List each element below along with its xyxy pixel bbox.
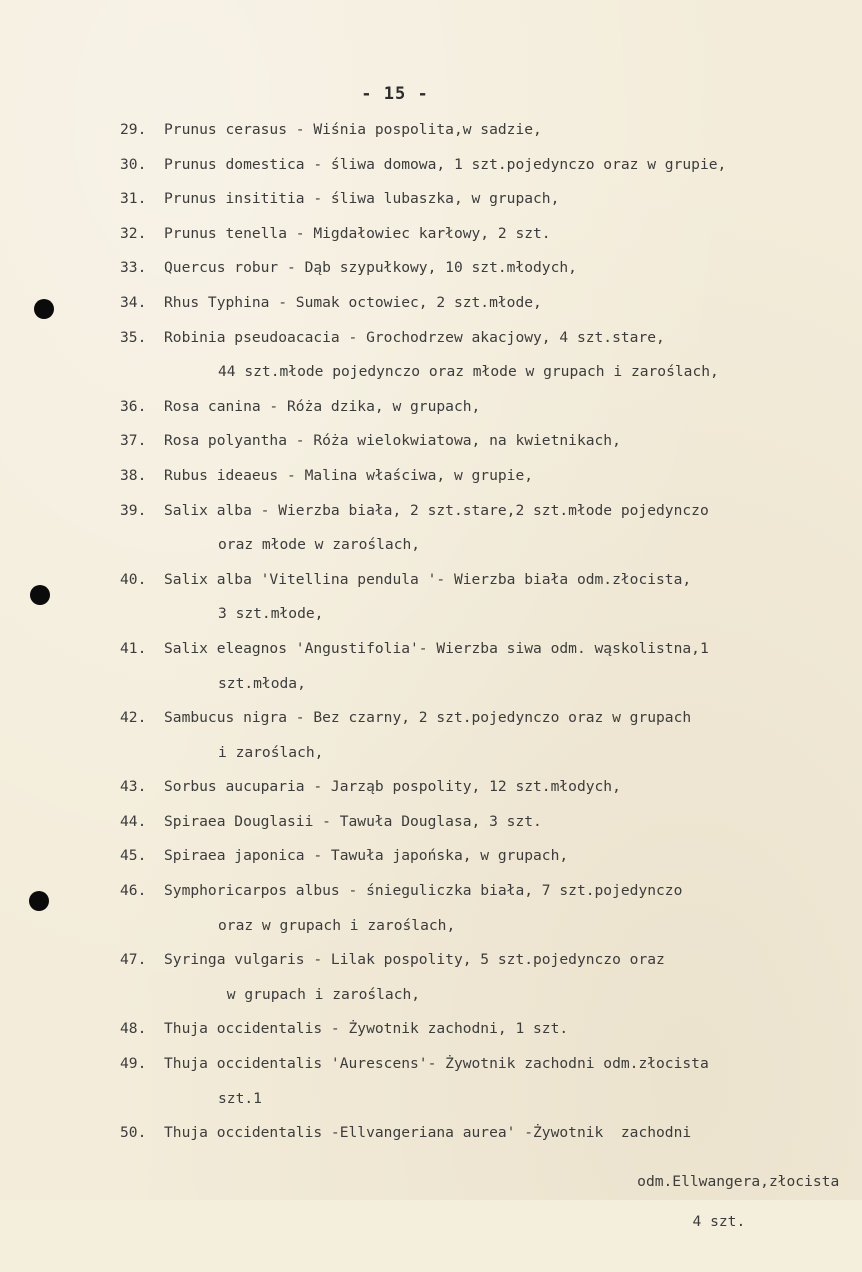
item-text: Sambucus nigra - Bez czarny, 2 szt.pojedynczo oraz w grupach — [164, 709, 692, 727]
list-item — [120, 499, 850, 534]
item-text: oraz w grupach i zaroślach, — [218, 916, 456, 934]
item-text: Prunus insititia - śliwa lubaszka, w grupach, — [164, 190, 560, 208]
item-number: 49. — [120, 1055, 147, 1073]
list-item-continuation — [120, 914, 850, 949]
item-text: szt.1 — [218, 1089, 262, 1107]
list-item — [120, 153, 850, 188]
item-text: Thuja occidentalis 'Aurescens'- Żywotnik zachodni odm.złocista — [164, 1055, 709, 1073]
list-item — [120, 187, 850, 222]
final-entry-note — [602, 1152, 839, 1272]
list-item-continuation — [120, 360, 850, 395]
item-text: Rhus Typhina - Sumak octowiec, 2 szt.młode, — [164, 293, 542, 311]
list-item — [120, 395, 850, 430]
list-item-continuation — [120, 533, 850, 568]
item-number: 31. — [120, 190, 147, 208]
item-text: Prunus domestica - śliwa domowa, 1 szt.pojedynczo oraz w grupie, — [164, 155, 727, 173]
final-note-line-1: odm.Ellwangera,złocista — [637, 1173, 840, 1190]
item-text: w grupach i zaroślach, — [218, 985, 421, 1003]
item-text: i zaroślach, — [218, 743, 324, 761]
item-number: 47. — [120, 951, 147, 969]
item-number: 36. — [120, 397, 147, 415]
list-item — [120, 775, 850, 810]
item-text: Salix alba 'Vitellina pendula '- Wierzba biała odm.złocista, — [164, 570, 692, 588]
list-item — [120, 1121, 850, 1156]
list-item-continuation — [120, 983, 850, 1018]
list-item — [120, 568, 850, 603]
item-text: szt.młoda, — [218, 674, 306, 692]
item-text: Salix eleagnos 'Angustifolia'- Wierzba siwa odm. wąskolistna,1 — [164, 639, 709, 657]
list-item-continuation — [120, 741, 850, 776]
item-text: Thuja occidentalis -Ellvangeriana aurea' -Żywotnik zachodni — [164, 1124, 692, 1142]
item-text: Spiraea japonica - Tawuła japońska, w grupach, — [164, 847, 569, 865]
item-text: Robinia pseudoacacia - Grochodrzew akacjowy, 4 szt.stare, — [164, 328, 665, 346]
item-number: 48. — [120, 1020, 147, 1038]
item-number: 32. — [120, 224, 147, 242]
list-item — [120, 464, 850, 499]
list-item — [120, 429, 850, 464]
item-number: 38. — [120, 466, 147, 484]
item-number: 40. — [120, 570, 147, 588]
list-item — [120, 118, 850, 153]
item-number: 50. — [120, 1124, 147, 1142]
item-number: 46. — [120, 882, 147, 900]
item-text: Thuja occidentalis - Żywotnik zachodni, 1 szt. — [164, 1020, 569, 1038]
item-text: Syringa vulgaris - Lilak pospolity, 5 szt.pojedynczo oraz — [164, 951, 665, 969]
list-item — [120, 948, 850, 983]
list-item — [120, 1017, 850, 1052]
list-item — [120, 1052, 850, 1087]
item-number: 43. — [120, 778, 147, 796]
item-number: 37. — [120, 432, 147, 450]
item-number: 45. — [120, 847, 147, 865]
list-item — [120, 706, 850, 741]
item-text: Spiraea Douglasii - Tawuła Douglasa, 3 szt. — [164, 812, 542, 830]
page-number: - 15 - — [361, 84, 429, 104]
list-item — [120, 291, 850, 326]
item-number: 41. — [120, 639, 147, 657]
item-text: Quercus robur - Dąb szypułkowy, 10 szt.młodych, — [164, 259, 577, 277]
item-text: Rubus ideaeus - Malina właściwa, w grupie, — [164, 466, 534, 484]
item-number: 34. — [120, 293, 147, 311]
item-number: 35. — [120, 328, 147, 346]
item-text: 3 szt.młode, — [218, 605, 324, 623]
list-item — [120, 637, 850, 672]
item-text: 44 szt.młode pojedynczo oraz młode w grupach i zaroślach, — [218, 363, 719, 381]
list-item — [120, 879, 850, 914]
list-item-continuation — [120, 1087, 850, 1122]
item-text: Prunus cerasus - Wiśnia pospolita,w sadzie, — [164, 121, 542, 138]
item-number: 29. — [120, 121, 147, 138]
list-item — [120, 326, 850, 361]
punch-hole-middle — [30, 585, 50, 605]
item-text: Salix alba - Wierzba biała, 2 szt.stare,2 szt.młode pojedynczo — [164, 501, 709, 519]
final-note-line-2: 4 szt. — [692, 1213, 746, 1230]
species-list — [120, 118, 850, 1156]
list-item-continuation — [120, 672, 850, 707]
item-text: Symphoricarpos albus - śnieguliczka biała, 7 szt.pojedynczo — [164, 882, 683, 900]
item-number: 39. — [120, 501, 147, 519]
list-item-continuation — [120, 602, 850, 637]
list-item — [120, 844, 850, 879]
item-number: 33. — [120, 259, 147, 277]
item-text: Rosa canina - Róża dzika, w grupach, — [164, 397, 481, 415]
list-item — [120, 256, 850, 291]
item-text: Sorbus aucuparia - Jarząb pospolity, 12 szt.młodych, — [164, 778, 621, 796]
punch-hole-top — [34, 299, 54, 319]
list-item — [120, 222, 850, 257]
list-item — [120, 810, 850, 845]
item-number: 42. — [120, 709, 147, 727]
punch-hole-bottom — [29, 891, 49, 911]
item-text: oraz młode w zaroślach, — [218, 536, 421, 554]
item-text: Rosa polyantha - Róża wielokwiatowa, na kwietnikach, — [164, 432, 621, 450]
item-number: 30. — [120, 155, 147, 173]
item-number: 44. — [120, 812, 147, 830]
item-text: Prunus tenella - Migdałowiec karłowy, 2 szt. — [164, 224, 551, 242]
